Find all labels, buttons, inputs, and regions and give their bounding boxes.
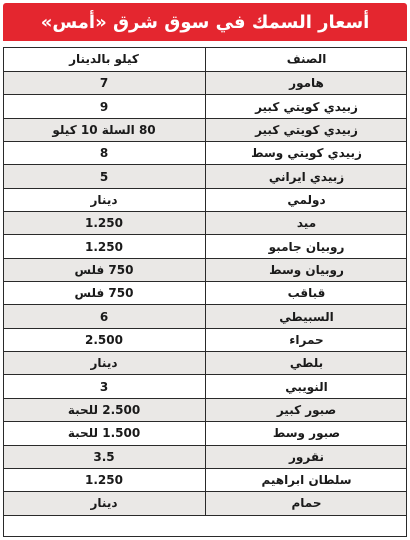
item-price-cell: 3.5 bbox=[3, 446, 205, 469]
item-price-cell: دينار bbox=[3, 352, 205, 375]
table-row bbox=[3, 142, 407, 165]
table-row bbox=[3, 352, 407, 375]
item-name-cell: روبيان وسط bbox=[205, 259, 407, 282]
item-price-cell: 1.250 bbox=[3, 235, 205, 258]
item-name-cell: حمام bbox=[205, 492, 407, 515]
item-price-cell: 80 السلة 10 كيلو bbox=[3, 119, 205, 142]
table-row bbox=[3, 305, 407, 328]
table-row bbox=[3, 422, 407, 445]
item-price-cell: دينار bbox=[3, 492, 205, 515]
column-header-item: الصنف bbox=[205, 47, 407, 72]
item-price-cell: 6 bbox=[3, 305, 205, 328]
item-price-cell: 750 فلس bbox=[3, 259, 205, 282]
table-row bbox=[3, 72, 407, 95]
item-name-cell: زبيدي كويتي كبير bbox=[205, 95, 407, 118]
item-name-cell: السبيطي bbox=[205, 305, 407, 328]
item-name-cell: حمراء bbox=[205, 329, 407, 352]
item-name-cell: بلطي bbox=[205, 352, 407, 375]
item-price-cell: 2.500 bbox=[3, 329, 205, 352]
table-header-row bbox=[3, 47, 407, 72]
table-row bbox=[3, 282, 407, 305]
item-price-cell: 1.250 bbox=[3, 469, 205, 492]
item-name-cell: سلطان ابراهيم bbox=[205, 469, 407, 492]
item-price-cell: 1.250 bbox=[3, 212, 205, 235]
item-price-cell: 750 فلس bbox=[3, 282, 205, 305]
item-name-cell: ميد bbox=[205, 212, 407, 235]
table-row bbox=[3, 446, 407, 469]
item-name-cell: دولمي bbox=[205, 189, 407, 212]
table-row bbox=[3, 119, 407, 142]
item-name-cell: زبيدي كويتي كبير bbox=[205, 119, 407, 142]
column-header-price: كيلو بالدينار bbox=[3, 47, 205, 72]
item-price-cell: 7 bbox=[3, 72, 205, 95]
item-name-cell: نقرور bbox=[205, 446, 407, 469]
table-row bbox=[3, 189, 407, 212]
page-title: أسعار السمك في سوق شرق «أمس» bbox=[3, 3, 407, 41]
item-price-cell: 9 bbox=[3, 95, 205, 118]
item-price-cell: 5 bbox=[3, 165, 205, 188]
table-row bbox=[3, 492, 407, 515]
item-name-cell: صبور وسط bbox=[205, 422, 407, 445]
table-row bbox=[3, 235, 407, 258]
item-price-cell: 1.500 للحبة bbox=[3, 422, 205, 445]
item-name-cell: زبيدي كويتي وسط bbox=[205, 142, 407, 165]
table-row bbox=[3, 212, 407, 235]
item-price-cell: 2.500 للحبة bbox=[3, 399, 205, 422]
item-name-cell: روبيان جامبو bbox=[205, 235, 407, 258]
item-name-cell: النويبي bbox=[205, 375, 407, 398]
table-row bbox=[3, 165, 407, 188]
table-row bbox=[3, 469, 407, 492]
table-row bbox=[3, 399, 407, 422]
table-row bbox=[3, 95, 407, 118]
item-price-cell: 3 bbox=[3, 375, 205, 398]
table-row bbox=[3, 259, 407, 282]
price-table bbox=[3, 47, 407, 516]
item-name-cell: هامور bbox=[205, 72, 407, 95]
price-card bbox=[3, 3, 407, 537]
item-price-cell: دينار bbox=[3, 189, 205, 212]
table-row bbox=[3, 375, 407, 398]
item-name-cell: قباقب bbox=[205, 282, 407, 305]
item-price-cell: 8 bbox=[3, 142, 205, 165]
item-name-cell: زبيدي ايراني bbox=[205, 165, 407, 188]
table-row bbox=[3, 329, 407, 352]
item-name-cell: صبور كبير bbox=[205, 399, 407, 422]
